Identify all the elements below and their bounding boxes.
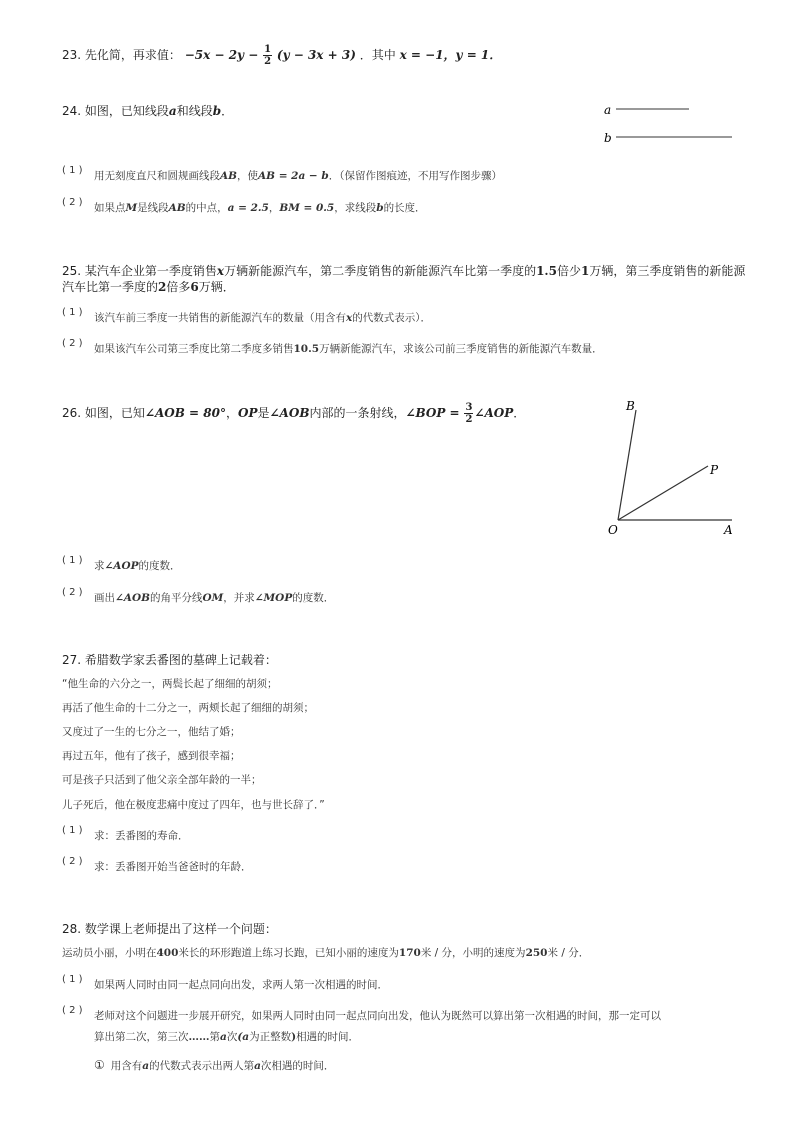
q26-fraction <box>464 402 473 425</box>
q26-sub1-m: ∠AOP <box>104 560 139 572</box>
q24-sub1-pre: 用无刻度直尺和圆规画线段 <box>94 170 220 182</box>
q27-sub2-txt: 求：丢番图开始当爸爸时的年龄． <box>94 861 252 873</box>
q24-sub2-mid: 是线段 <box>137 202 169 214</box>
q26-sub2-m2: OM <box>202 592 224 604</box>
q26-eq1: ∠AOB = 80° <box>144 406 226 420</box>
q24-sub2-mid3: ，求线段 <box>334 202 377 214</box>
q25-line2-n1: 2 <box>158 280 167 294</box>
q24-sub2-m: M <box>125 202 138 214</box>
q28-sub2-l2-pre: 算出第二次，第三次 <box>94 1031 189 1043</box>
ray-OP <box>618 466 708 520</box>
q24-sub2-pre: 如果点 <box>94 202 126 214</box>
q25-sub2-end: 万辆新能源汽车，求该公司前三季度销售的新能源汽车数量． <box>319 343 603 355</box>
q25-line2-n2: 6 <box>190 280 199 294</box>
q27-sub-1 <box>62 825 189 843</box>
q28-circ-a: a <box>142 1060 150 1072</box>
q26-aob: ∠AOB <box>269 406 310 420</box>
q26-sub2-end: 的度数． <box>292 592 335 604</box>
q28-line-mid2: 米 / 分，小明的速度为 <box>420 947 526 959</box>
question-28: 28. 数学课上老师提出了这样一个问题： <box>62 922 277 936</box>
q28-sub2-num: ( 2 ) <box>62 1005 83 1016</box>
q24-label: 24. 如图，已知线段 <box>62 104 169 118</box>
q27-line-1: “他生命的六分之一，两鬓长起了细细的胡须； <box>62 678 278 690</box>
q28-sub2-line-1: 老师对这个问题进一步展开研究，如果两人同时由同一起点同向出发，他认为既然可以算出第一次相遇的时间，那一定可以 <box>94 1010 661 1022</box>
q24-sub1-mid: ，使 <box>237 170 259 182</box>
question-24 <box>62 102 233 119</box>
q23-frac-bot: 2 <box>264 56 272 67</box>
q28-line-pre: 运动员小丽，小明在 <box>62 947 157 959</box>
q24-sub1-eq: AB = 2a − b <box>258 170 329 182</box>
q28-line-n2: 170 <box>398 947 421 959</box>
q26-end: ． <box>513 406 526 420</box>
q24-sub1-num: ( 1 ) <box>62 165 83 176</box>
q28-sub2-l2-mid: 第 <box>209 1031 220 1043</box>
q26-sub-1 <box>62 555 181 573</box>
q24-sub1-ab: AB <box>220 170 238 182</box>
question-23 <box>62 44 501 67</box>
q26-sub1-num: ( 1 ) <box>62 555 83 566</box>
q28-circ-end2: 次相遇的时间． <box>260 1060 335 1072</box>
q25-sub2-num: ( 2 ) <box>62 338 83 349</box>
q25-sub-2 <box>62 338 603 356</box>
q28-circ-pre: 用含有 <box>110 1060 143 1072</box>
q23-tail: ．其中 <box>359 48 396 62</box>
q26-mid2: 内部的一条射线， <box>309 406 406 420</box>
q28-subpart-1 <box>94 1058 334 1073</box>
q27-line-2: 再活了他生命的十二分之一，两颊长起了细细的胡须； <box>62 702 314 714</box>
q28-sub2-l2-dots: …… <box>188 1031 210 1043</box>
q24-sub2-sep: ， <box>268 202 280 214</box>
q23-expr-b: (y − 3x + 3) <box>276 48 356 62</box>
q26-sep: ， <box>225 406 238 420</box>
q26-eq2-post: ∠AOP <box>474 406 514 420</box>
q25-line1-n1: 1.5 <box>536 264 557 278</box>
q26-sub2-m1: ∠AOB <box>115 592 150 604</box>
q25-line2-end: 万辆． <box>198 280 235 294</box>
q28-sub1-txt: 如果两人同时由同一起点同向出发，求两人第一次相遇的时间． <box>94 979 388 991</box>
q28-line-end: 米 / 分． <box>547 947 590 959</box>
q28-sub2-l2-paren: (a <box>237 1031 250 1043</box>
q24-b: b <box>212 104 222 118</box>
q25-line2-mid: 倍多 <box>166 280 191 294</box>
q26-pre: 26. 如图，已知 <box>62 406 145 420</box>
q26-frac-bot: 2 <box>465 414 473 425</box>
q25-sub-1 <box>62 307 432 325</box>
q27-line-3: 又度过了一生的七分之一，他结了婚； <box>62 726 241 738</box>
question-25-line-1 <box>62 262 745 279</box>
q27-sub1-num: ( 1 ) <box>62 825 83 836</box>
q25-sub2-pre: 如果该汽车公司第三季度比第二季度多销售 <box>94 343 294 355</box>
q24-sub2-mid2: 的中点， <box>185 202 228 214</box>
q25-sub1-pre: 该汽车前三季度一共销售的新能源汽车的数量（用含有 <box>94 312 346 324</box>
q28-circ-a2: a <box>254 1060 261 1072</box>
q26-sub1-end: 的度数． <box>138 560 181 572</box>
q28-sub2-l2-a: a <box>220 1031 227 1043</box>
q28-circ-end: 的代数式表示出两人第 <box>149 1060 255 1072</box>
q25-line1-pre: 25. 某汽车企业第一季度销售 <box>62 264 217 278</box>
q28-sub-1 <box>62 974 388 992</box>
q25-line2-pre: 汽车比第一季度的 <box>62 280 159 294</box>
q26-sub-2 <box>62 587 335 605</box>
q23-label: 23. 先化简，再求值： <box>62 48 181 62</box>
q27-line-4: 再过五年，他有了孩子，感到很幸福； <box>62 750 241 762</box>
q24-fig-label-a: a <box>604 103 612 117</box>
q28-line-n1: 400 <box>156 947 179 959</box>
q25-sub1-num: ( 1 ) <box>62 307 83 318</box>
q25-sub2-n: 10.5 <box>293 343 320 355</box>
q24-sub-2 <box>62 197 426 215</box>
q26-angle-figure <box>600 396 740 541</box>
q25-line1-end: 万辆，第三季度销售的新能源 <box>589 264 746 278</box>
q28-sub2-line-2 <box>94 1029 661 1044</box>
q26-frac-top: 3 <box>465 402 473 413</box>
q28-sub-2 <box>62 1005 661 1044</box>
label-P: P <box>710 463 719 477</box>
q28-circ-num: ① <box>94 1058 105 1072</box>
question-27: 27. 希腊数学家丢番图的墓碑上记载着： <box>62 653 277 667</box>
q25-line1-n2: 1 <box>580 264 590 278</box>
label-A: A <box>724 523 733 537</box>
q25-line1-x: x <box>216 264 225 278</box>
q27-sub1-txt: 求：丢番图的寿命． <box>94 830 189 842</box>
q24-end: ． <box>221 104 234 118</box>
q26-op: OP <box>238 406 258 420</box>
q28-sub2-l2-end: 相遇的时间． <box>296 1031 360 1043</box>
q28-line-mid: 米长的环形跑道上练习长跑，已知小丽的速度为 <box>178 947 399 959</box>
q26-sub2-num: ( 2 ) <box>62 587 83 598</box>
q23-fraction <box>263 44 272 67</box>
q26-sub2-m3: ∠MOP <box>254 592 293 604</box>
q26-sub2-pre: 画出 <box>94 592 115 604</box>
q25-line1-mid2: 倍少 <box>556 264 581 278</box>
q27-sub-2 <box>62 856 252 874</box>
q23-frac-top: 1 <box>264 44 272 55</box>
q24-sub2-ab: AB <box>168 202 186 214</box>
q24-segments-figure <box>598 98 738 150</box>
q24-sub2-eq1: a = 2.5 <box>227 202 269 214</box>
q24-mid: 和线段 <box>176 104 213 118</box>
q26-eq2-pre: ∠BOP = <box>405 406 460 420</box>
q28-line-n3: 250 <box>525 947 548 959</box>
q25-sub1-x: x <box>346 312 353 324</box>
q26-mid: 是 <box>257 406 270 420</box>
q24-sub2-end: 的长度． <box>383 202 426 214</box>
q27-line-5: 可是孩子只活到了他父亲全部年龄的一半； <box>62 774 262 786</box>
label-O: O <box>608 523 618 537</box>
q27-sub2-num: ( 2 ) <box>62 856 83 867</box>
q24-fig-label-b: b <box>604 131 612 145</box>
q26-sub1-pre: 求 <box>94 560 105 572</box>
q28-sub2-l2-close: ) <box>291 1031 297 1043</box>
ray-OB <box>618 410 636 520</box>
question-25-line-2 <box>62 278 235 295</box>
q23-condition: x = −1，y = 1． <box>399 48 502 62</box>
q27-line-6: 儿子死后，他在极度悲痛中度过了四年，也与世长辞了．” <box>62 799 325 811</box>
q28-sub2-l2-mid3: 为正整数 <box>249 1031 292 1043</box>
q28-sub2-l2-mid2: 次 <box>226 1031 238 1043</box>
q26-sub2-mid: 的角平分线 <box>149 592 203 604</box>
q24-sub1-end: ．（保留作图痕迹，不用写作图步骤） <box>328 170 502 182</box>
q28-sub1-num: ( 1 ) <box>62 974 83 985</box>
q24-sub2-b: b <box>376 202 384 214</box>
q25-line1-mid: 万辆新能源汽车，第二季度销售的新能源汽车比第一季度的 <box>224 264 537 278</box>
question-26 <box>62 402 525 425</box>
q26-sub2-mid2: ，并求 <box>223 592 255 604</box>
q24-a: a <box>168 104 177 118</box>
q24-sub-1 <box>62 165 502 183</box>
q24-sub2-num: ( 2 ) <box>62 197 83 208</box>
q25-sub1-end: 的代数式表示）． <box>352 312 432 324</box>
q24-sub2-eq2: BM = 0.5 <box>279 202 335 214</box>
label-B: B <box>626 399 635 413</box>
q28-context-line <box>62 945 589 960</box>
q23-expr-a: −5x − 2y − <box>184 48 259 62</box>
